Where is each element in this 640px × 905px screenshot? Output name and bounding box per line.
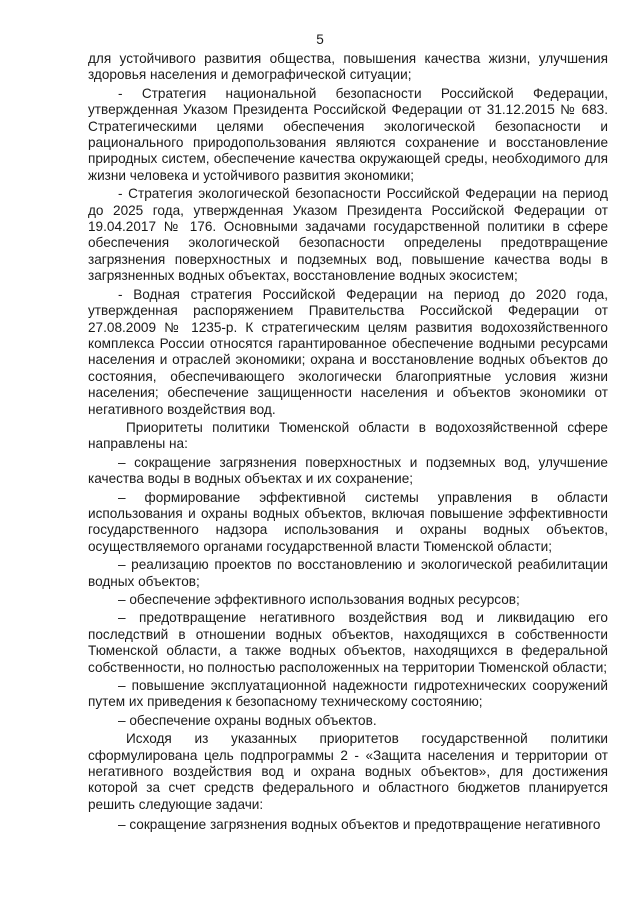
- priority-item-restoration-projects: – реализацию проектов по восстановлению и экологической реабилитации водных объектов;: [88, 557, 608, 589]
- paragraph-national-security-strategy: - Стратегия национальной безопасности Российской Федерации, утвержденная Указом Президента Российской Федерации от 31.12.2015 № 683. Стратегическими целями обеспечения экологической безопасности и рационального природопользования являются сохранение и восстановление природных систем, обеспечение качества окружающей среды, необходимого для жизни человека и устойчивого развития экономики;: [88, 85, 608, 183]
- priority-item-efficient-use: – обеспечение эффективного использования водных ресурсов;: [118, 592, 520, 607]
- paragraph-priorities-intro: Приоритеты политики Тюменской области в водохозяйственной сфере направлены на:: [88, 419, 608, 452]
- priority-item-management-system: – формирование эффективной системы управления в области использования и охраны водных объектов, включая повышение эффективности государственного надзора использования и охраны водных объектов, осуществляемого органами государственной власти Тюменской области;: [88, 489, 608, 554]
- document-body: [88, 51, 608, 836]
- paragraph-intro-continuation: для устойчивого развития общества, повышения качества жизни, улучшения здоровья населения и демографической ситуации;: [88, 51, 608, 83]
- paragraph-water-strategy: - Водная стратегия Российской Федерации на период до 2020 года, утвержденная распоряжением Правительства Российской Федерации от 27.08.2009 № 1235-р. К стратегическим целям развития водохозяйственного комплекса России относятся гарантированное обеспечение водными ресурсами населения и отраслей экономики; охрана и восстановление водных объектов до состояния, обеспечивающего экологически благоприятные условия жизни населения; обеспечение защищенности населения и объектов экономики от негативного воздействия вод.: [88, 286, 608, 417]
- page-number: 5: [316, 32, 324, 47]
- paragraph-subprogram-goal: Исходя из указанных приоритетов государственной политики сформулирована цель подпрограммы 2 - «Защита населения и территории от негативного воздействия вод и охрана водных объектов», для достижения которой за счет средств федерального и областного бюджетов планируется решить следующие задачи:: [88, 731, 608, 812]
- priority-item-hydraulic-structures: – повышение эксплуатационной надежности гидротехнических сооружений путем их приведения к безопасному техническому состоянию;: [88, 678, 608, 710]
- priority-item-pollution-reduction: – сокращение загрязнения поверхностных и подземных вод, улучшение качества воды в водных объектах и их сохранение;: [88, 454, 608, 487]
- priority-item-negative-impact-prevention: – предотвращение негативного воздействия вод и ликвидацию его последствий в отношении водных объектов, находящихся в собственности Тюменской области, а также водных объектов, находящихся в федеральной собственности, но полностью расположенных на территории Тюменской области;: [88, 610, 608, 675]
- task-item-pollution-reduction: – сокращение загрязнения водных объектов и предотвращение негативного: [118, 817, 601, 833]
- paragraph-ecological-security-strategy: - Стратегия экологической безопасности Российской Федерации на период до 2025 года, утвержденная Указом Президента Российской Федерации от 19.04.2017 № 176. Основными задачами государственной политики в сфере обеспечения экологической безопасности определены предотвращение загрязнения поверхностных и подземных вод, повышение качества воды в загрязненных водных объектах, восстановление водных экосистем;: [88, 186, 608, 284]
- priority-item-water-protection: – обеспечение охраны водных объектов.: [118, 712, 377, 728]
